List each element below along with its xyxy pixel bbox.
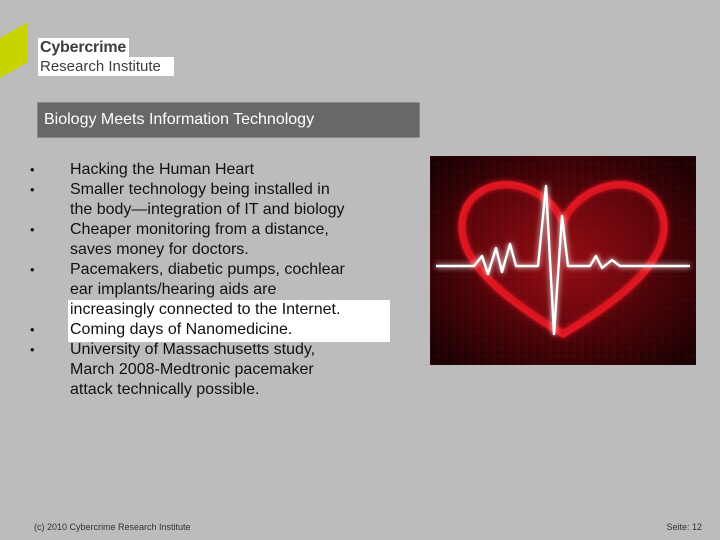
bullet-marker: • <box>30 322 35 337</box>
bullet-item <box>30 260 400 320</box>
footer-page-number: Seite: 12 <box>666 522 702 532</box>
bullet-marker: • <box>30 162 35 177</box>
footer-copyright: (c) 2010 Cybercrime Research Institute <box>34 522 191 532</box>
title-bar <box>37 102 420 138</box>
bullet-text-line: saves money for doctors. <box>70 241 249 258</box>
bullet-marker: • <box>30 342 35 357</box>
bullet-marker: • <box>30 262 35 277</box>
bullet-text-line: Coming days of Nanomedicine. <box>70 321 293 338</box>
heart-ecg-image <box>430 156 696 365</box>
bullet-text-line: the body—integration of IT and biology <box>70 201 345 218</box>
bullet-text-line: Hacking the Human Heart <box>70 161 255 178</box>
bullet-text-line: Smaller technology being installed in <box>70 181 330 198</box>
bullet-text-line: Cheaper monitoring from a distance, <box>70 221 329 238</box>
bullet-item <box>30 340 400 400</box>
bullet-text-line: University of Massachusetts study, <box>70 341 316 358</box>
bullet-text-line: March 2008-Medtronic pacemaker <box>70 361 314 378</box>
bullet-list <box>30 160 400 400</box>
accent-stripe <box>0 0 28 100</box>
bullet-item <box>30 320 400 340</box>
bullet-text-line: Pacemakers, diabetic pumps, cochlear <box>70 261 345 278</box>
logo-line1: Cybercrime <box>38 38 129 57</box>
logo <box>38 38 174 76</box>
bullet-text-line: increasingly connected to the Internet. <box>70 301 341 318</box>
bullet-text-line: ear implants/hearing aids are <box>70 281 277 298</box>
bullet-text-line: attack technically possible. <box>70 381 260 398</box>
bullet-marker: • <box>30 222 35 237</box>
bullet-item <box>30 220 400 260</box>
bullet-item <box>30 180 400 220</box>
logo-line2: Research Institute <box>38 57 174 76</box>
bullet-marker: • <box>30 182 35 197</box>
slide-title: Biology Meets Information Technology <box>44 111 315 128</box>
bullet-item <box>30 160 400 180</box>
